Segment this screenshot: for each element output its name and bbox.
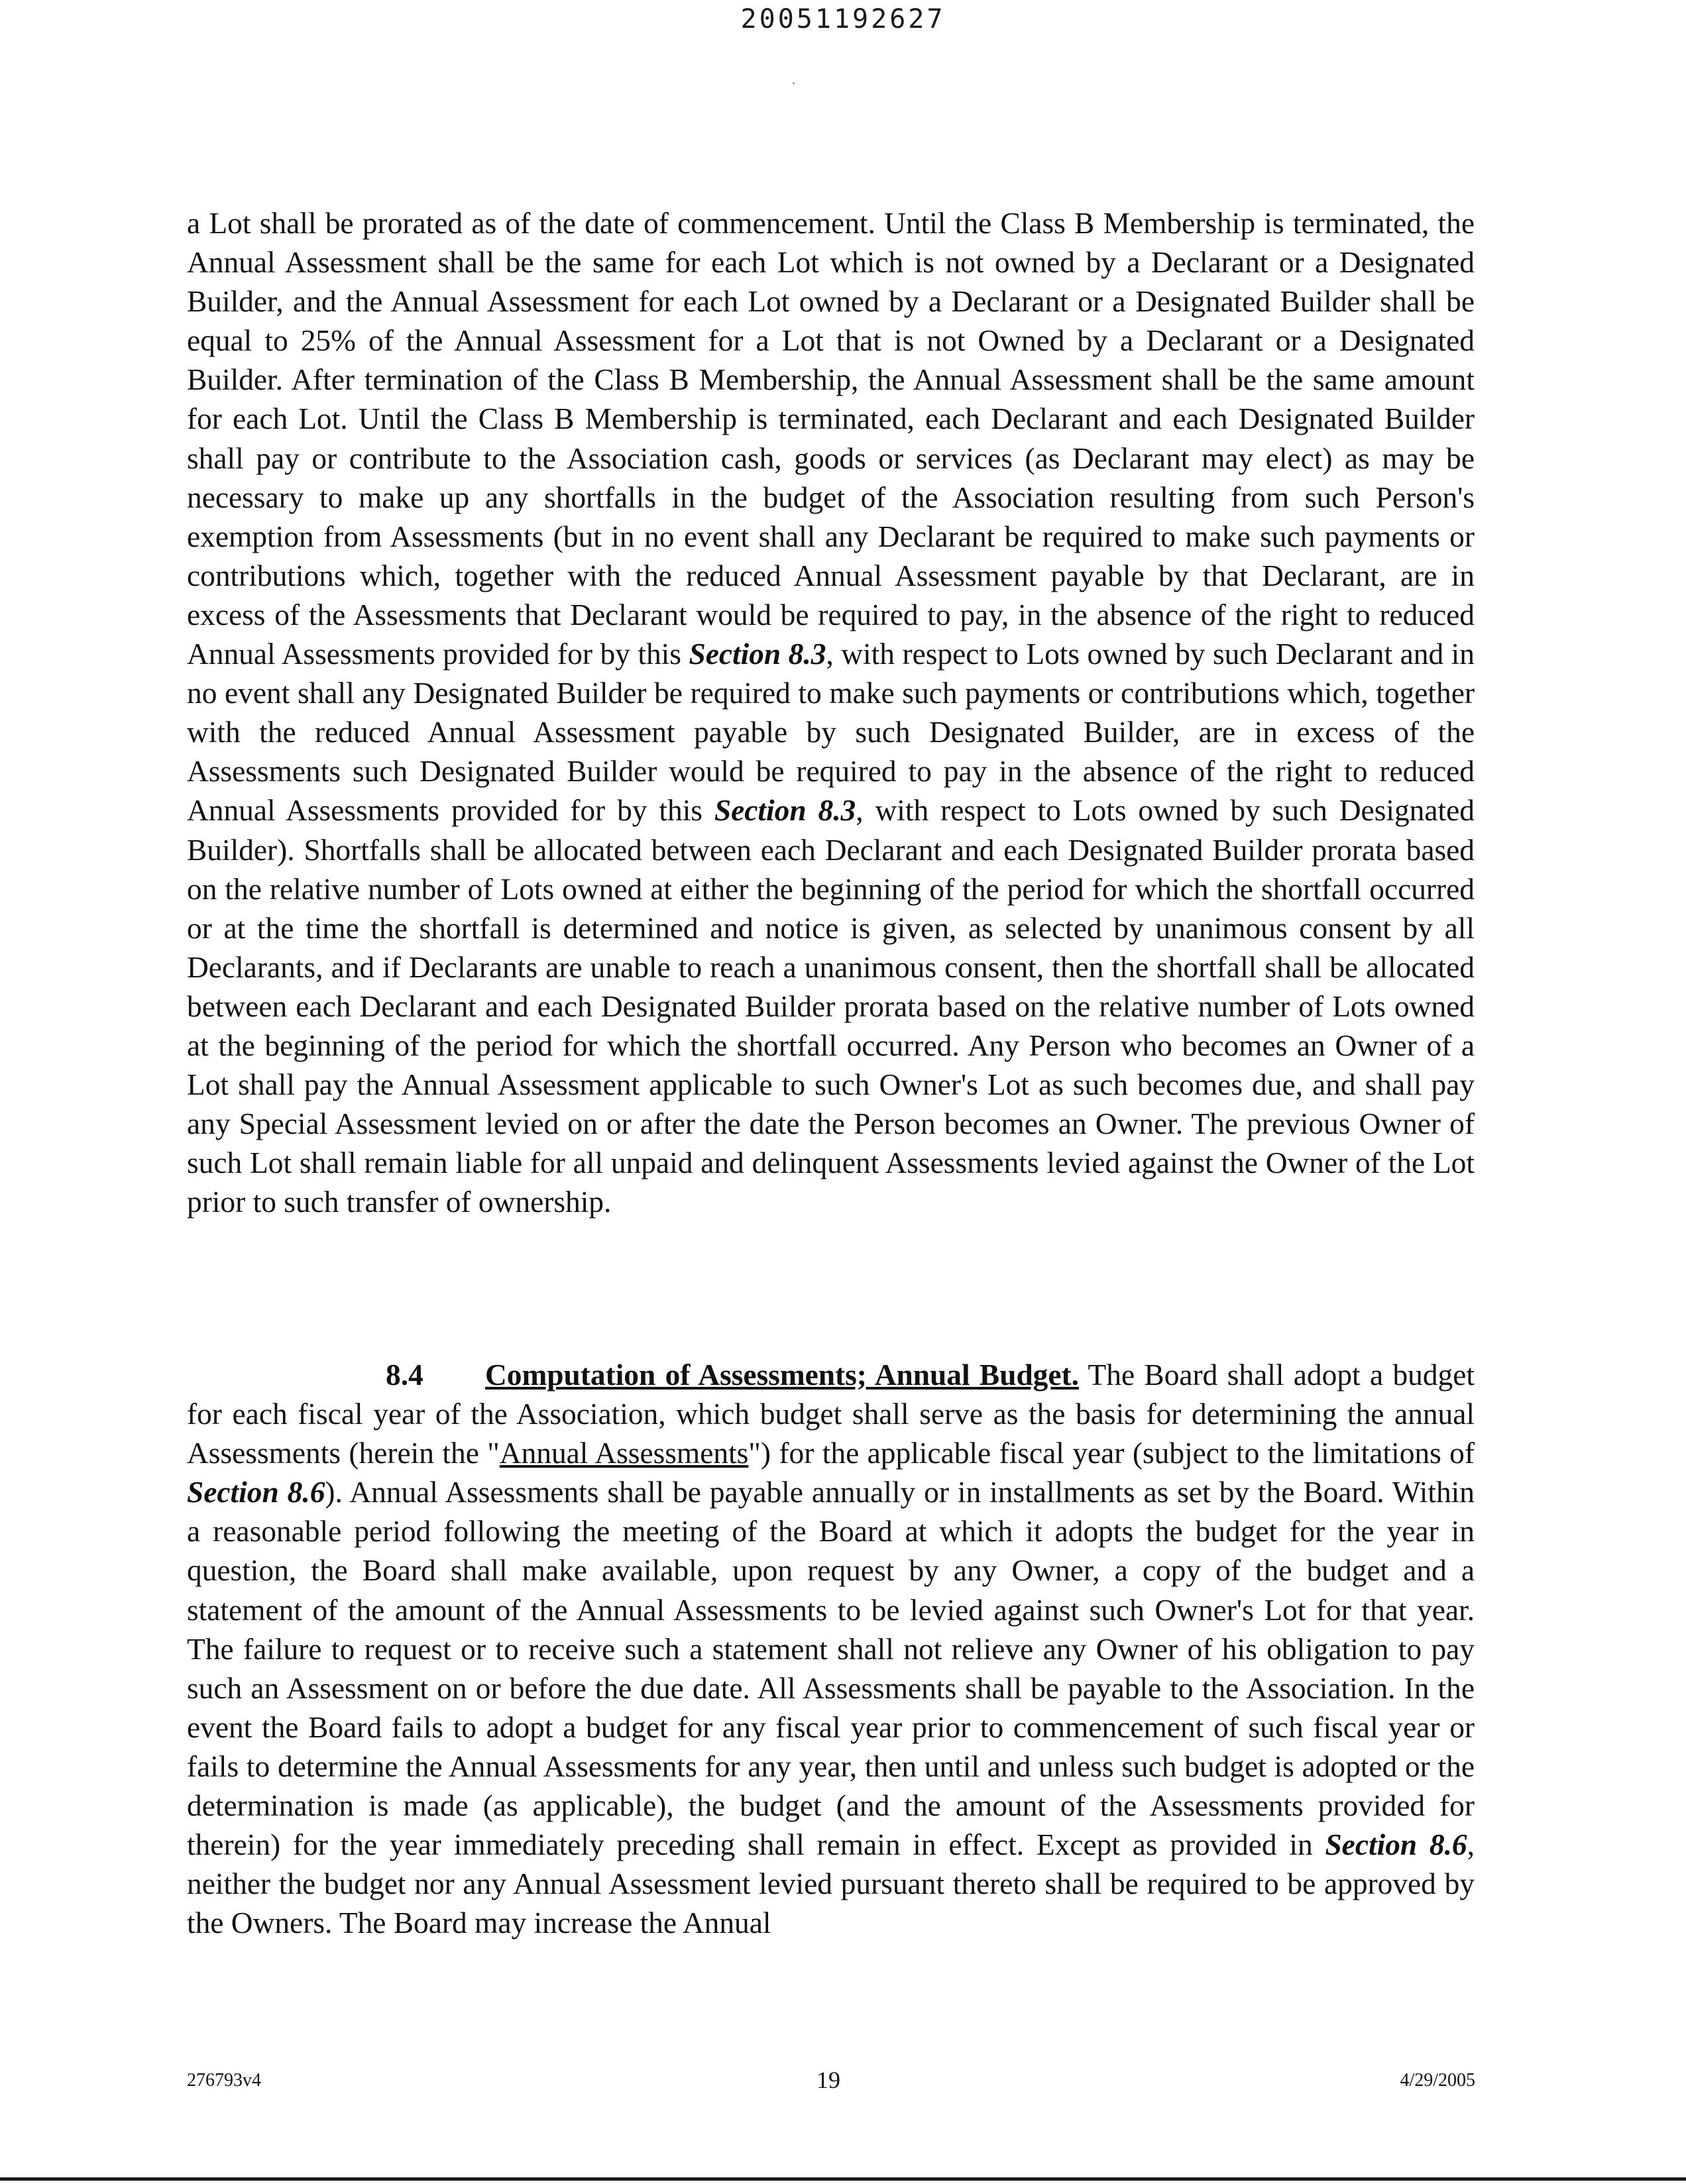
footer-page-number: 19 xyxy=(816,2067,840,2093)
section-reference: Section 8.6 xyxy=(1325,1828,1467,1862)
paragraph-section-8-3-continued xyxy=(187,204,1475,1222)
section-heading: Computation of Assessments; Annual Budget. xyxy=(485,1358,1079,1392)
section-number: 8.4 xyxy=(386,1358,423,1392)
paragraph-text: ). Annual Assessments shall be payable annually or in installments as set by the Board. Within a reasonable period following the meeting of the Board at which it adopts the budget for the year in question, the Board shall make available, upon request by any Owner, a copy of the budget and a statement of the amount of the Annual Assessments to be levied against such Owner's Lot for that year. The failure to request or to receive such a statement shall not relieve any Owner of his obligation to pay such an Assessment on or before the due date. All Assessments shall be payable to the Association. In the event the Board fails to adopt a budget for any fiscal year prior to commencement of such fiscal year or fails to determine the Annual Assessments for any year, then until and unless such budget is adopted or the determination is made (as applicable), the budget (and the amount of the Assessments provided for therein) for the year immediately preceding shall remain in effect. Except as provided in xyxy=(187,1476,1475,1862)
section-8-4-paragraph xyxy=(187,1356,1475,1943)
footer-date: 4/29/2005 xyxy=(1400,2070,1475,2091)
scan-speck xyxy=(793,82,795,84)
paragraph-text: , neither the budget nor any Annual Assessment levied pursuant thereto shall be required to be approved by the Owners. The Board may increase the Annual xyxy=(187,1828,1475,1940)
paragraph-text: , with respect to Lots owned by such Declarant and in no event shall any Designated Builder be required to make such payments or contributions which, together with the reduced Annual Assessment payable by such Designated Builder, are in excess of the Assessments such Designated Builder would be required to pay in the absence of the right to reduced Annual Assessments provided for by this xyxy=(187,637,1475,828)
footer-document-id: 276793v4 xyxy=(187,2070,261,2091)
section-reference: Section 8.3 xyxy=(689,637,826,671)
paragraph-text: , with respect to Lots owned by such Designated Builder). Shortfalls shall be allocated between each Declarant and each Designated Builder prorata based on the relative number of Lots owned at either the beginning of the period for which the shortfall occurred or at the time the shortfall is determined and notice is given, as selected by unanimous consent by all Declarants, and if Declarants are unable to reach a unanimous consent, then the shortfall shall be allocated between each Declarant and each Designated Builder prorata based on the relative number of Lots owned at the beginning of the period for which the shortfall occurred. Any Person who becomes an Owner of a Lot shall pay the Annual Assessment applicable to such Owner's Lot as such becomes due, and shall pay any Special Assessment levied on or after the date the Person becomes an Owner. The previous Owner of such Lot shall remain liable for all unpaid and delinquent Assessments levied against the Owner of the Lot prior to such transfer of ownership. xyxy=(187,794,1475,1219)
defined-term: Annual Assessments xyxy=(499,1437,749,1470)
document-number-stamp: 20051192627 xyxy=(740,4,946,34)
section-reference: Section 8.3 xyxy=(714,794,856,828)
bottom-edge-rule xyxy=(0,2177,1686,2181)
paragraph-text: The Board shall adopt a budget for each fiscal year of the Association, which budget shall serve as the basis for determining the annual Assessments (herein the " xyxy=(187,1358,1475,1470)
section-reference: Section 8.6 xyxy=(187,1476,325,1509)
paragraph-text: a Lot shall be prorated as of the date of commencement. Until the Class B Membership is terminated, the Annual Assessment shall be the same for each Lot which is not owned by a Declarant or a Designated Builder, and the Annual Assessment for each Lot owned by a Declarant or a Designated Builder shall be equal to 25% of the Annual Assessment for a Lot that is not Owned by a Declarant or a Designated Builder. After termination of the Class B Membership, the Annual Assessment shall be the same amount for each Lot. Until the Class B Membership is terminated, each Declarant and each Designated Builder shall pay or contribute to the Association cash, goods or services (as Declarant may elect) as may be necessary to make up any shortfalls in the budget of the Association resulting from such Person's exemption from Assessments (but in no event shall any Declarant be required to make such payments or contributions which, together with the reduced Annual Assessment payable by that Declarant, are in excess of the Assessments that Declarant would be required to pay, in the absence of the right to reduced Annual Assessments provided for by this xyxy=(187,207,1475,671)
paragraph-text: ") for the applicable fiscal year (subject to the limitations of xyxy=(748,1437,1475,1470)
